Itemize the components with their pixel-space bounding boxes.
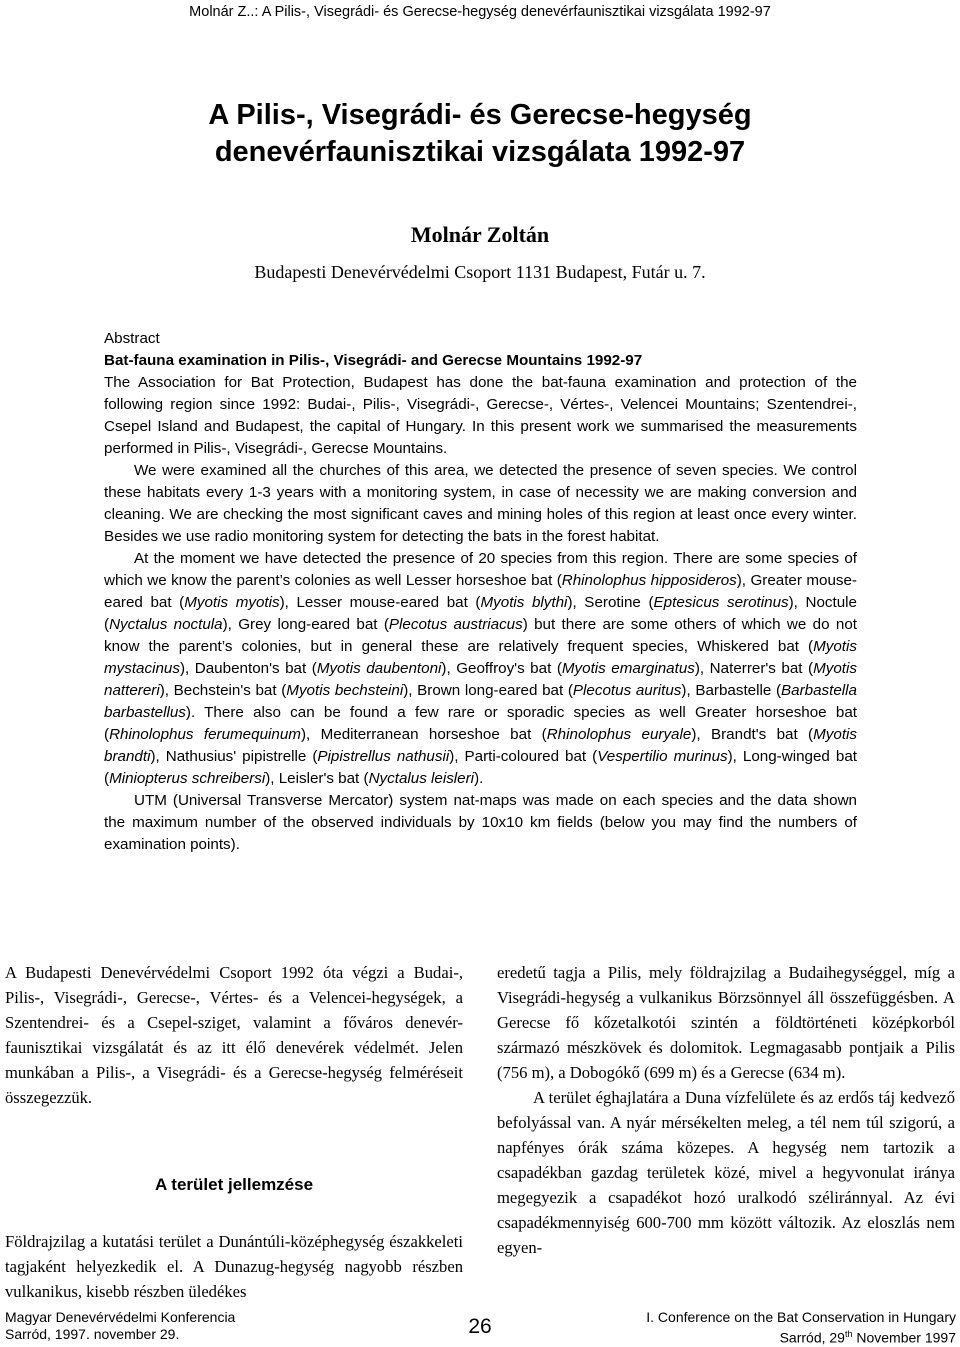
conference-date-hu: Sarród, 1997. november 29. [5,1326,180,1342]
species-name: Eptesicus serotinus [653,594,789,611]
abstract-section [104,328,857,856]
abstract-text-segment: ), Serotine ( [567,594,654,611]
conference-name-en: I. Conference on the Bat Conservation in Hungary [646,1309,956,1325]
abstract-paragraph-4: UTM (Universal Transverse Mercator) system nat-maps was made on each species and the data shown the maximum number of the observed individuals by 10x10 km fields (below you may find the numbers of examination points). [104,792,857,853]
abstract-text-segment: ), Bechstein's bat ( [159,682,287,699]
abstract-paragraph-3 [104,548,857,790]
abstract-text-segment: ), Greater mouse-eared bat ( [104,572,857,611]
ordinal-suffix: th [844,1329,853,1339]
title-line-1: A Pilis-, Visegrádi- és Gerecse-hegység [208,99,752,131]
abstract-text-segment: ), Nathusius' pipistrelle ( [150,748,318,765]
abstract-text-segment: ), Noctule ( [104,594,857,633]
species-name: Pipistrellus nathusii [317,748,450,765]
species-name: Myotis mystacinus [104,638,857,677]
species-name: Myotis nattereri [104,660,857,699]
species-name: Rhinolophus ferumequinum [109,726,301,743]
species-name: Myotis bechsteini [286,682,404,699]
author-name: Molnár Zoltán [410,222,550,247]
conference-date-en [646,1326,956,1347]
abstract-text-segment: ) but there are some others of which we do not know the parent’s colonies, but in general these are relatively frequent species, Whiskered bat ( [104,616,858,655]
abstract-text-segment: ), Daubenton's bat ( [179,660,317,677]
left-column [5,960,463,1304]
species-name: Myotis daubentoni [316,660,442,677]
species-name: Barbastella barbastellus [104,682,857,721]
right-column [497,960,955,1260]
section-paragraph: Földrajzilag a kutatási terület a Dunántúli-középhegység északkeleti tagjaként helyezkedik el. A Dunazug-hegység nagyobb részben vulkanikus, kisebb részben üledékes [5,1232,463,1301]
footer-right [646,1309,956,1347]
intro-paragraph: A Budapesti Denevérvédelmi Csoport 1992 óta végzi a Budai-, Pilis-, Visegrádi-, Gerecse-, Vértes- és a Velencei-hegységek, a Szentendrei- és a Csepel-sziget, valamint a főváros denevér-faunisztikai vizsgálatát és az itt élő denevérek védelmét. Jelen munkában a Pilis-, a Visegrádi- és a Gerecse-hegység felméréseit összegezzük. [5,963,463,1107]
species-name: Plecotus auritus [572,682,682,699]
right-paragraph-1: eredetű tagja a Pilis, mely földrajzilag a Budaihegységgel, míg a Visegrádi-hegység a vulkanikus Börzsönnyel áll összefüggésben. A Gerecse fő kőzetalkotói szintén a földtörténeti középkorból származó mészkövek és dolomitok. Legmagasabb pontjaik a Pilis (756 m), a Dobogókő (699 m) és a Gerecse (634 m). [497,963,955,1082]
title-line-2: denevérfaunisztikai vizsgálata 1992-97 [214,136,746,168]
species-name: Nyctalus leisleri [368,770,475,787]
abstract-text-segment: ), Geoffroy's bat ( [441,660,562,677]
abstract-text-segment: At the moment we have detected the presence of 20 species from this region. There are some species of which we know the parent’s colonies as well Lesser horseshoe bat ( [104,550,857,589]
abstract-title: Bat-fauna examination in Pilis-, Visegrádi- and Gerecse Mountains 1992-97 [104,352,643,369]
abstract-text-segment: ), Brandt's bat ( [691,726,814,743]
abstract-paragraph-2: We were examined all the churches of this area, we detected the presence of seven species. We control these habitats every 1-3 years with a monitoring system, in case of necessity we are making conversion and cleaning. We are checking the most significant caves and mining holes of this region at least once every winter. Besides we use radio monitoring system for detecting the bats in the forest habitat. [104,462,857,545]
species-name: Nyctalus noctula [109,616,223,633]
abstract-text-segment: ), Mediterranean horseshoe bat ( [300,726,547,743]
author-affiliation: Budapesti Denevérvédelmi Csoport 1131 Budapest, Futár u. 7. [254,262,706,282]
abstract-text-segment: ), Lesser mouse-eared bat ( [279,594,481,611]
abstract-text-segment: ), Grey long-eared bat ( [222,616,389,633]
abstract-paragraph-1: The Association for Bat Protection, Budapest has done the bat-fauna examination and protection of the following region since 1992: Budai-, Pilis-, Visegrádi-, Gerecse-, Vértes-, Velencei Mountains; Szentendrei-, Csepel Island and Budapest, the capital of Hungary. In this present work we summarised the measurements performed in Pilis-, Visegrádi-, Gerecse Mountains. [104,374,857,457]
species-name: Vespertilio murinus [597,748,728,765]
species-name: Myotis emarginatus [561,660,695,677]
running-head: Molnár Z..: A Pilis-, Visegrádi- és Gerecse-hegység denevérfaunisztikai vizsgálata 1992-97 [189,4,771,20]
conference-date-day: Sarród, 29 [779,1329,845,1346]
page-number: 26 [468,1315,492,1338]
species-name: Rhinolophus hipposideros [561,572,737,589]
species-name: Miniopterus schreibersi [109,770,266,787]
conference-date-month: November 1997 [852,1329,956,1346]
abstract-text-segment: ), Naterrer's bat ( [694,660,814,677]
conference-name-hu: Magyar Denevérvédelmi Konferencia [5,1309,236,1325]
abstract-text-segment: ), Brown long-eared bat ( [403,682,573,699]
abstract-text-segment: ). [474,770,484,787]
right-paragraph-2: A terület éghajlatára a Duna vízfelülete és az erdős táj kedvező befolyással van. A nyár mérsékelten meleg, a tél nem túl szigorú, a napfényes órák száma közepes. A hegység nem tartozik a csapadékban gazdag területek közé, mivel a hegyvonulat iránya megegyezik a csapadékot hozó uralkodó széliránnyal. Az évi csapadékmennyiség 600-700 mm között változik. Az eloszlás nem egyen- [497,1088,955,1257]
abstract-text-segment: ), Long-winged bat ( [104,748,857,787]
abstract-heading: Abstract [104,330,160,347]
article-title [0,97,960,171]
species-name: Rhinolophus euryale [546,726,692,743]
species-name: Plecotus austriacus [388,616,523,633]
species-name: Myotis brandti [104,726,858,765]
species-name: Myotis myotis [184,594,280,611]
section-heading: A terület jellemzése [154,1175,314,1194]
species-name: Myotis blythi [480,594,568,611]
abstract-text-segment: ), Leisler's bat ( [265,770,369,787]
abstract-text-segment: ), Parti-coloured bat ( [449,748,598,765]
abstract-text-segment: ). There also can be found a few rare or sporadic species as well Greater horseshoe bat ( [104,704,857,743]
abstract-text-segment: ), Barbastelle ( [681,682,782,699]
